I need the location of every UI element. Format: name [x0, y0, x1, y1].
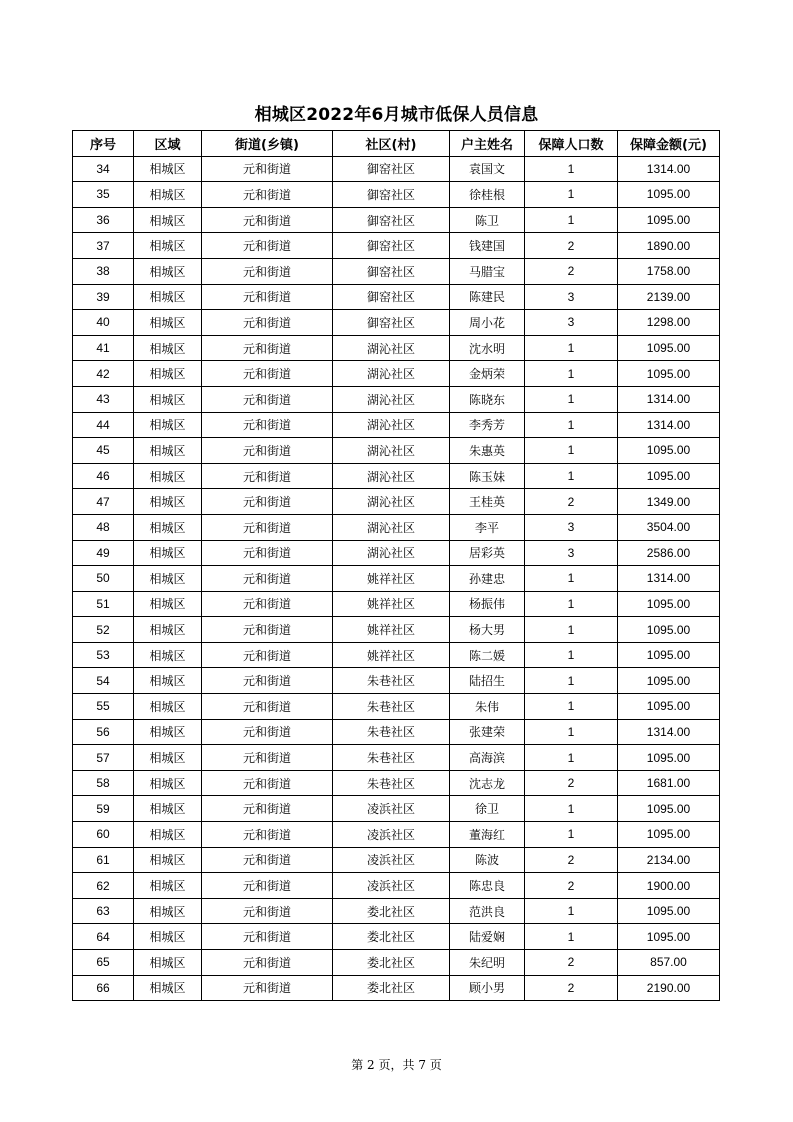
cell-district: 相城区	[134, 796, 202, 822]
table-row	[73, 873, 720, 899]
cell-community: 凌浜社区	[333, 796, 450, 822]
cell-amount: 1314.00	[618, 386, 720, 412]
cell-persons: 1	[525, 591, 618, 617]
table-row	[73, 719, 720, 745]
cell-persons: 1	[525, 207, 618, 233]
cell-householder: 陈建民	[450, 284, 525, 310]
cell-district: 相城区	[134, 668, 202, 694]
table-row	[73, 745, 720, 771]
cell-street: 元和街道	[202, 463, 333, 489]
cell-persons: 1	[525, 898, 618, 924]
cell-district: 相城区	[134, 438, 202, 464]
cell-index: 51	[73, 591, 134, 617]
cell-street: 元和街道	[202, 796, 333, 822]
cell-householder: 居彩英	[450, 540, 525, 566]
cell-amount: 1314.00	[618, 156, 720, 182]
cell-community: 凌浜社区	[333, 847, 450, 873]
cell-street: 元和街道	[202, 284, 333, 310]
cell-amount: 1314.00	[618, 412, 720, 438]
cell-street: 元和街道	[202, 822, 333, 848]
header-amount: 保障金额(元)	[618, 131, 720, 157]
cell-community: 御窑社区	[333, 207, 450, 233]
cell-community: 娄北社区	[333, 924, 450, 950]
cell-community: 朱巷社区	[333, 694, 450, 720]
cell-householder: 陆爱娴	[450, 924, 525, 950]
cell-index: 65	[73, 950, 134, 976]
cell-amount: 1095.00	[618, 745, 720, 771]
cell-householder: 杨大男	[450, 617, 525, 643]
cell-persons: 2	[525, 975, 618, 1001]
table-row	[73, 207, 720, 233]
cell-street: 元和街道	[202, 668, 333, 694]
cell-community: 湖沁社区	[333, 489, 450, 515]
cell-district: 相城区	[134, 591, 202, 617]
cell-persons: 3	[525, 310, 618, 336]
cell-amount: 1095.00	[618, 463, 720, 489]
table-body	[73, 156, 720, 1001]
cell-index: 42	[73, 361, 134, 387]
table-row	[73, 412, 720, 438]
table-header-row	[73, 131, 720, 157]
cell-street: 元和街道	[202, 233, 333, 259]
header-community: 社区(村)	[333, 131, 450, 157]
cell-community: 湖沁社区	[333, 514, 450, 540]
table-row	[73, 258, 720, 284]
cell-persons: 1	[525, 463, 618, 489]
cell-district: 相城区	[134, 463, 202, 489]
cell-amount: 1314.00	[618, 566, 720, 592]
cell-index: 50	[73, 566, 134, 592]
document-title: 相城区2022年6月城市低保人员信息	[254, 105, 539, 125]
cell-householder: 王桂英	[450, 489, 525, 515]
cell-community: 朱巷社区	[333, 770, 450, 796]
table-row	[73, 156, 720, 182]
cell-community: 娄北社区	[333, 950, 450, 976]
table-row	[73, 335, 720, 361]
cell-amount: 2190.00	[618, 975, 720, 1001]
cell-community: 凌浜社区	[333, 822, 450, 848]
cell-street: 元和街道	[202, 258, 333, 284]
cell-index: 63	[73, 898, 134, 924]
cell-index: 62	[73, 873, 134, 899]
cell-index: 46	[73, 463, 134, 489]
cell-district: 相城区	[134, 156, 202, 182]
cell-community: 御窑社区	[333, 310, 450, 336]
cell-district: 相城区	[134, 284, 202, 310]
cell-district: 相城区	[134, 489, 202, 515]
cell-district: 相城区	[134, 412, 202, 438]
cell-street: 元和街道	[202, 642, 333, 668]
cell-householder: 陈忠良	[450, 873, 525, 899]
cell-persons: 1	[525, 566, 618, 592]
cell-community: 湖沁社区	[333, 361, 450, 387]
cell-street: 元和街道	[202, 386, 333, 412]
cell-householder: 陈玉妹	[450, 463, 525, 489]
cell-amount: 1349.00	[618, 489, 720, 515]
cell-street: 元和街道	[202, 361, 333, 387]
cell-street: 元和街道	[202, 873, 333, 899]
cell-amount: 1095.00	[618, 438, 720, 464]
cell-district: 相城区	[134, 975, 202, 1001]
cell-persons: 1	[525, 822, 618, 848]
header-index: 序号	[73, 131, 134, 157]
cell-householder: 徐卫	[450, 796, 525, 822]
cell-district: 相城区	[134, 719, 202, 745]
cell-street: 元和街道	[202, 489, 333, 515]
cell-index: 56	[73, 719, 134, 745]
cell-community: 朱巷社区	[333, 745, 450, 771]
cell-amount: 3504.00	[618, 514, 720, 540]
cell-street: 元和街道	[202, 412, 333, 438]
table-row	[73, 233, 720, 259]
table-row	[73, 514, 720, 540]
cell-householder: 董海红	[450, 822, 525, 848]
cell-amount: 1095.00	[618, 642, 720, 668]
table-row	[73, 694, 720, 720]
cell-householder: 范洪良	[450, 898, 525, 924]
cell-index: 53	[73, 642, 134, 668]
cell-amount: 1314.00	[618, 719, 720, 745]
cell-amount: 1095.00	[618, 694, 720, 720]
cell-district: 相城区	[134, 924, 202, 950]
cell-persons: 1	[525, 745, 618, 771]
cell-street: 元和街道	[202, 719, 333, 745]
cell-index: 61	[73, 847, 134, 873]
cell-householder: 高海滨	[450, 745, 525, 771]
cell-street: 元和街道	[202, 566, 333, 592]
cell-community: 娄北社区	[333, 975, 450, 1001]
cell-persons: 2	[525, 873, 618, 899]
header-persons: 保障人口数	[525, 131, 618, 157]
table-row	[73, 770, 720, 796]
cell-index: 45	[73, 438, 134, 464]
cell-street: 元和街道	[202, 898, 333, 924]
cell-householder: 周小花	[450, 310, 525, 336]
cell-community: 湖沁社区	[333, 540, 450, 566]
cell-community: 娄北社区	[333, 898, 450, 924]
table-row	[73, 310, 720, 336]
cell-persons: 1	[525, 617, 618, 643]
table-row	[73, 540, 720, 566]
cell-persons: 1	[525, 361, 618, 387]
cell-householder: 朱惠英	[450, 438, 525, 464]
cell-amount: 857.00	[618, 950, 720, 976]
cell-amount: 1681.00	[618, 770, 720, 796]
cell-community: 朱巷社区	[333, 668, 450, 694]
cell-householder: 钱建国	[450, 233, 525, 259]
page-number: 第 2 页，共 7 页	[351, 1058, 442, 1072]
cell-persons: 1	[525, 386, 618, 412]
cell-amount: 1095.00	[618, 207, 720, 233]
cell-persons: 2	[525, 847, 618, 873]
cell-index: 37	[73, 233, 134, 259]
cell-householder: 朱纪明	[450, 950, 525, 976]
cell-index: 34	[73, 156, 134, 182]
cell-street: 元和街道	[202, 182, 333, 208]
cell-community: 姚祥社区	[333, 566, 450, 592]
cell-street: 元和街道	[202, 617, 333, 643]
cell-street: 元和街道	[202, 591, 333, 617]
cell-district: 相城区	[134, 233, 202, 259]
table-row	[73, 975, 720, 1001]
cell-community: 凌浜社区	[333, 873, 450, 899]
cell-persons: 1	[525, 182, 618, 208]
cell-district: 相城区	[134, 847, 202, 873]
table-row	[73, 796, 720, 822]
table-row	[73, 284, 720, 310]
table-row	[73, 822, 720, 848]
cell-community: 湖沁社区	[333, 335, 450, 361]
cell-community: 湖沁社区	[333, 412, 450, 438]
cell-amount: 1298.00	[618, 310, 720, 336]
cell-district: 相城区	[134, 182, 202, 208]
cell-community: 姚祥社区	[333, 591, 450, 617]
header-district: 区域	[134, 131, 202, 157]
cell-amount: 2586.00	[618, 540, 720, 566]
cell-persons: 3	[525, 540, 618, 566]
cell-street: 元和街道	[202, 950, 333, 976]
cell-community: 姚祥社区	[333, 617, 450, 643]
table-row	[73, 898, 720, 924]
cell-persons: 1	[525, 156, 618, 182]
cell-district: 相城区	[134, 950, 202, 976]
cell-street: 元和街道	[202, 975, 333, 1001]
cell-persons: 2	[525, 950, 618, 976]
cell-district: 相城区	[134, 386, 202, 412]
cell-amount: 2139.00	[618, 284, 720, 310]
cell-street: 元和街道	[202, 770, 333, 796]
cell-index: 58	[73, 770, 134, 796]
cell-index: 47	[73, 489, 134, 515]
header-street: 街道(乡镇)	[202, 131, 333, 157]
cell-persons: 2	[525, 489, 618, 515]
cell-district: 相城区	[134, 540, 202, 566]
table-row	[73, 489, 720, 515]
cell-index: 55	[73, 694, 134, 720]
table-row	[73, 438, 720, 464]
cell-persons: 1	[525, 796, 618, 822]
cell-persons: 1	[525, 719, 618, 745]
cell-householder: 陆招生	[450, 668, 525, 694]
cell-persons: 1	[525, 438, 618, 464]
cell-community: 湖沁社区	[333, 463, 450, 489]
cell-district: 相城区	[134, 617, 202, 643]
table-row	[73, 950, 720, 976]
cell-community: 湖沁社区	[333, 386, 450, 412]
cell-householder: 陈波	[450, 847, 525, 873]
cell-index: 52	[73, 617, 134, 643]
cell-street: 元和街道	[202, 745, 333, 771]
cell-amount: 1095.00	[618, 361, 720, 387]
records-table	[72, 130, 720, 1001]
cell-street: 元和街道	[202, 924, 333, 950]
cell-index: 38	[73, 258, 134, 284]
cell-street: 元和街道	[202, 514, 333, 540]
cell-index: 43	[73, 386, 134, 412]
cell-community: 御窑社区	[333, 182, 450, 208]
cell-householder: 沈水明	[450, 335, 525, 361]
cell-community: 御窑社区	[333, 284, 450, 310]
cell-index: 57	[73, 745, 134, 771]
cell-index: 66	[73, 975, 134, 1001]
cell-persons: 1	[525, 694, 618, 720]
cell-district: 相城区	[134, 361, 202, 387]
cell-amount: 1095.00	[618, 898, 720, 924]
cell-persons: 3	[525, 284, 618, 310]
cell-index: 49	[73, 540, 134, 566]
table-row	[73, 591, 720, 617]
table-row	[73, 847, 720, 873]
cell-amount: 1890.00	[618, 233, 720, 259]
cell-householder: 袁国文	[450, 156, 525, 182]
cell-index: 41	[73, 335, 134, 361]
cell-district: 相城区	[134, 642, 202, 668]
table-row	[73, 361, 720, 387]
cell-community: 御窑社区	[333, 258, 450, 284]
cell-district: 相城区	[134, 770, 202, 796]
cell-district: 相城区	[134, 566, 202, 592]
cell-district: 相城区	[134, 822, 202, 848]
cell-district: 相城区	[134, 258, 202, 284]
cell-amount: 1095.00	[618, 617, 720, 643]
cell-street: 元和街道	[202, 540, 333, 566]
cell-district: 相城区	[134, 745, 202, 771]
cell-householder: 李秀芳	[450, 412, 525, 438]
cell-persons: 1	[525, 668, 618, 694]
cell-index: 64	[73, 924, 134, 950]
cell-index: 60	[73, 822, 134, 848]
cell-amount: 1095.00	[618, 668, 720, 694]
cell-amount: 1095.00	[618, 822, 720, 848]
table-row	[73, 566, 720, 592]
cell-persons: 1	[525, 642, 618, 668]
table-row	[73, 668, 720, 694]
cell-householder: 朱伟	[450, 694, 525, 720]
cell-amount: 1095.00	[618, 796, 720, 822]
cell-index: 48	[73, 514, 134, 540]
cell-householder: 陈卫	[450, 207, 525, 233]
cell-street: 元和街道	[202, 335, 333, 361]
cell-persons: 1	[525, 412, 618, 438]
cell-persons: 3	[525, 514, 618, 540]
cell-district: 相城区	[134, 207, 202, 233]
cell-street: 元和街道	[202, 694, 333, 720]
cell-householder: 顾小男	[450, 975, 525, 1001]
table-row	[73, 617, 720, 643]
cell-householder: 孙建忠	[450, 566, 525, 592]
cell-index: 39	[73, 284, 134, 310]
cell-amount: 1095.00	[618, 591, 720, 617]
cell-index: 35	[73, 182, 134, 208]
cell-householder: 马腊宝	[450, 258, 525, 284]
cell-community: 姚祥社区	[333, 642, 450, 668]
cell-persons: 1	[525, 335, 618, 361]
cell-index: 44	[73, 412, 134, 438]
cell-street: 元和街道	[202, 156, 333, 182]
cell-persons: 2	[525, 258, 618, 284]
cell-index: 40	[73, 310, 134, 336]
cell-community: 御窑社区	[333, 156, 450, 182]
cell-community: 御窑社区	[333, 233, 450, 259]
cell-householder: 杨振伟	[450, 591, 525, 617]
cell-district: 相城区	[134, 694, 202, 720]
cell-householder: 沈志龙	[450, 770, 525, 796]
cell-district: 相城区	[134, 898, 202, 924]
table-row	[73, 182, 720, 208]
header-householder: 户主姓名	[450, 131, 525, 157]
cell-householder: 张建荣	[450, 719, 525, 745]
cell-householder: 徐桂根	[450, 182, 525, 208]
cell-district: 相城区	[134, 310, 202, 336]
cell-amount: 1095.00	[618, 182, 720, 208]
table-row	[73, 386, 720, 412]
cell-street: 元和街道	[202, 207, 333, 233]
cell-district: 相城区	[134, 335, 202, 361]
table-row	[73, 463, 720, 489]
cell-index: 36	[73, 207, 134, 233]
cell-index: 54	[73, 668, 134, 694]
cell-community: 湖沁社区	[333, 438, 450, 464]
cell-amount: 2134.00	[618, 847, 720, 873]
cell-district: 相城区	[134, 514, 202, 540]
table-row	[73, 642, 720, 668]
cell-householder: 陈晓东	[450, 386, 525, 412]
cell-householder: 李平	[450, 514, 525, 540]
cell-index: 59	[73, 796, 134, 822]
cell-persons: 1	[525, 924, 618, 950]
cell-amount: 1095.00	[618, 924, 720, 950]
cell-amount: 1900.00	[618, 873, 720, 899]
cell-street: 元和街道	[202, 438, 333, 464]
table-row	[73, 924, 720, 950]
cell-district: 相城区	[134, 873, 202, 899]
cell-street: 元和街道	[202, 847, 333, 873]
cell-amount: 1095.00	[618, 335, 720, 361]
cell-street: 元和街道	[202, 310, 333, 336]
cell-persons: 2	[525, 233, 618, 259]
cell-householder: 陈二媛	[450, 642, 525, 668]
cell-amount: 1758.00	[618, 258, 720, 284]
cell-householder: 金炳荣	[450, 361, 525, 387]
cell-persons: 2	[525, 770, 618, 796]
cell-community: 朱巷社区	[333, 719, 450, 745]
